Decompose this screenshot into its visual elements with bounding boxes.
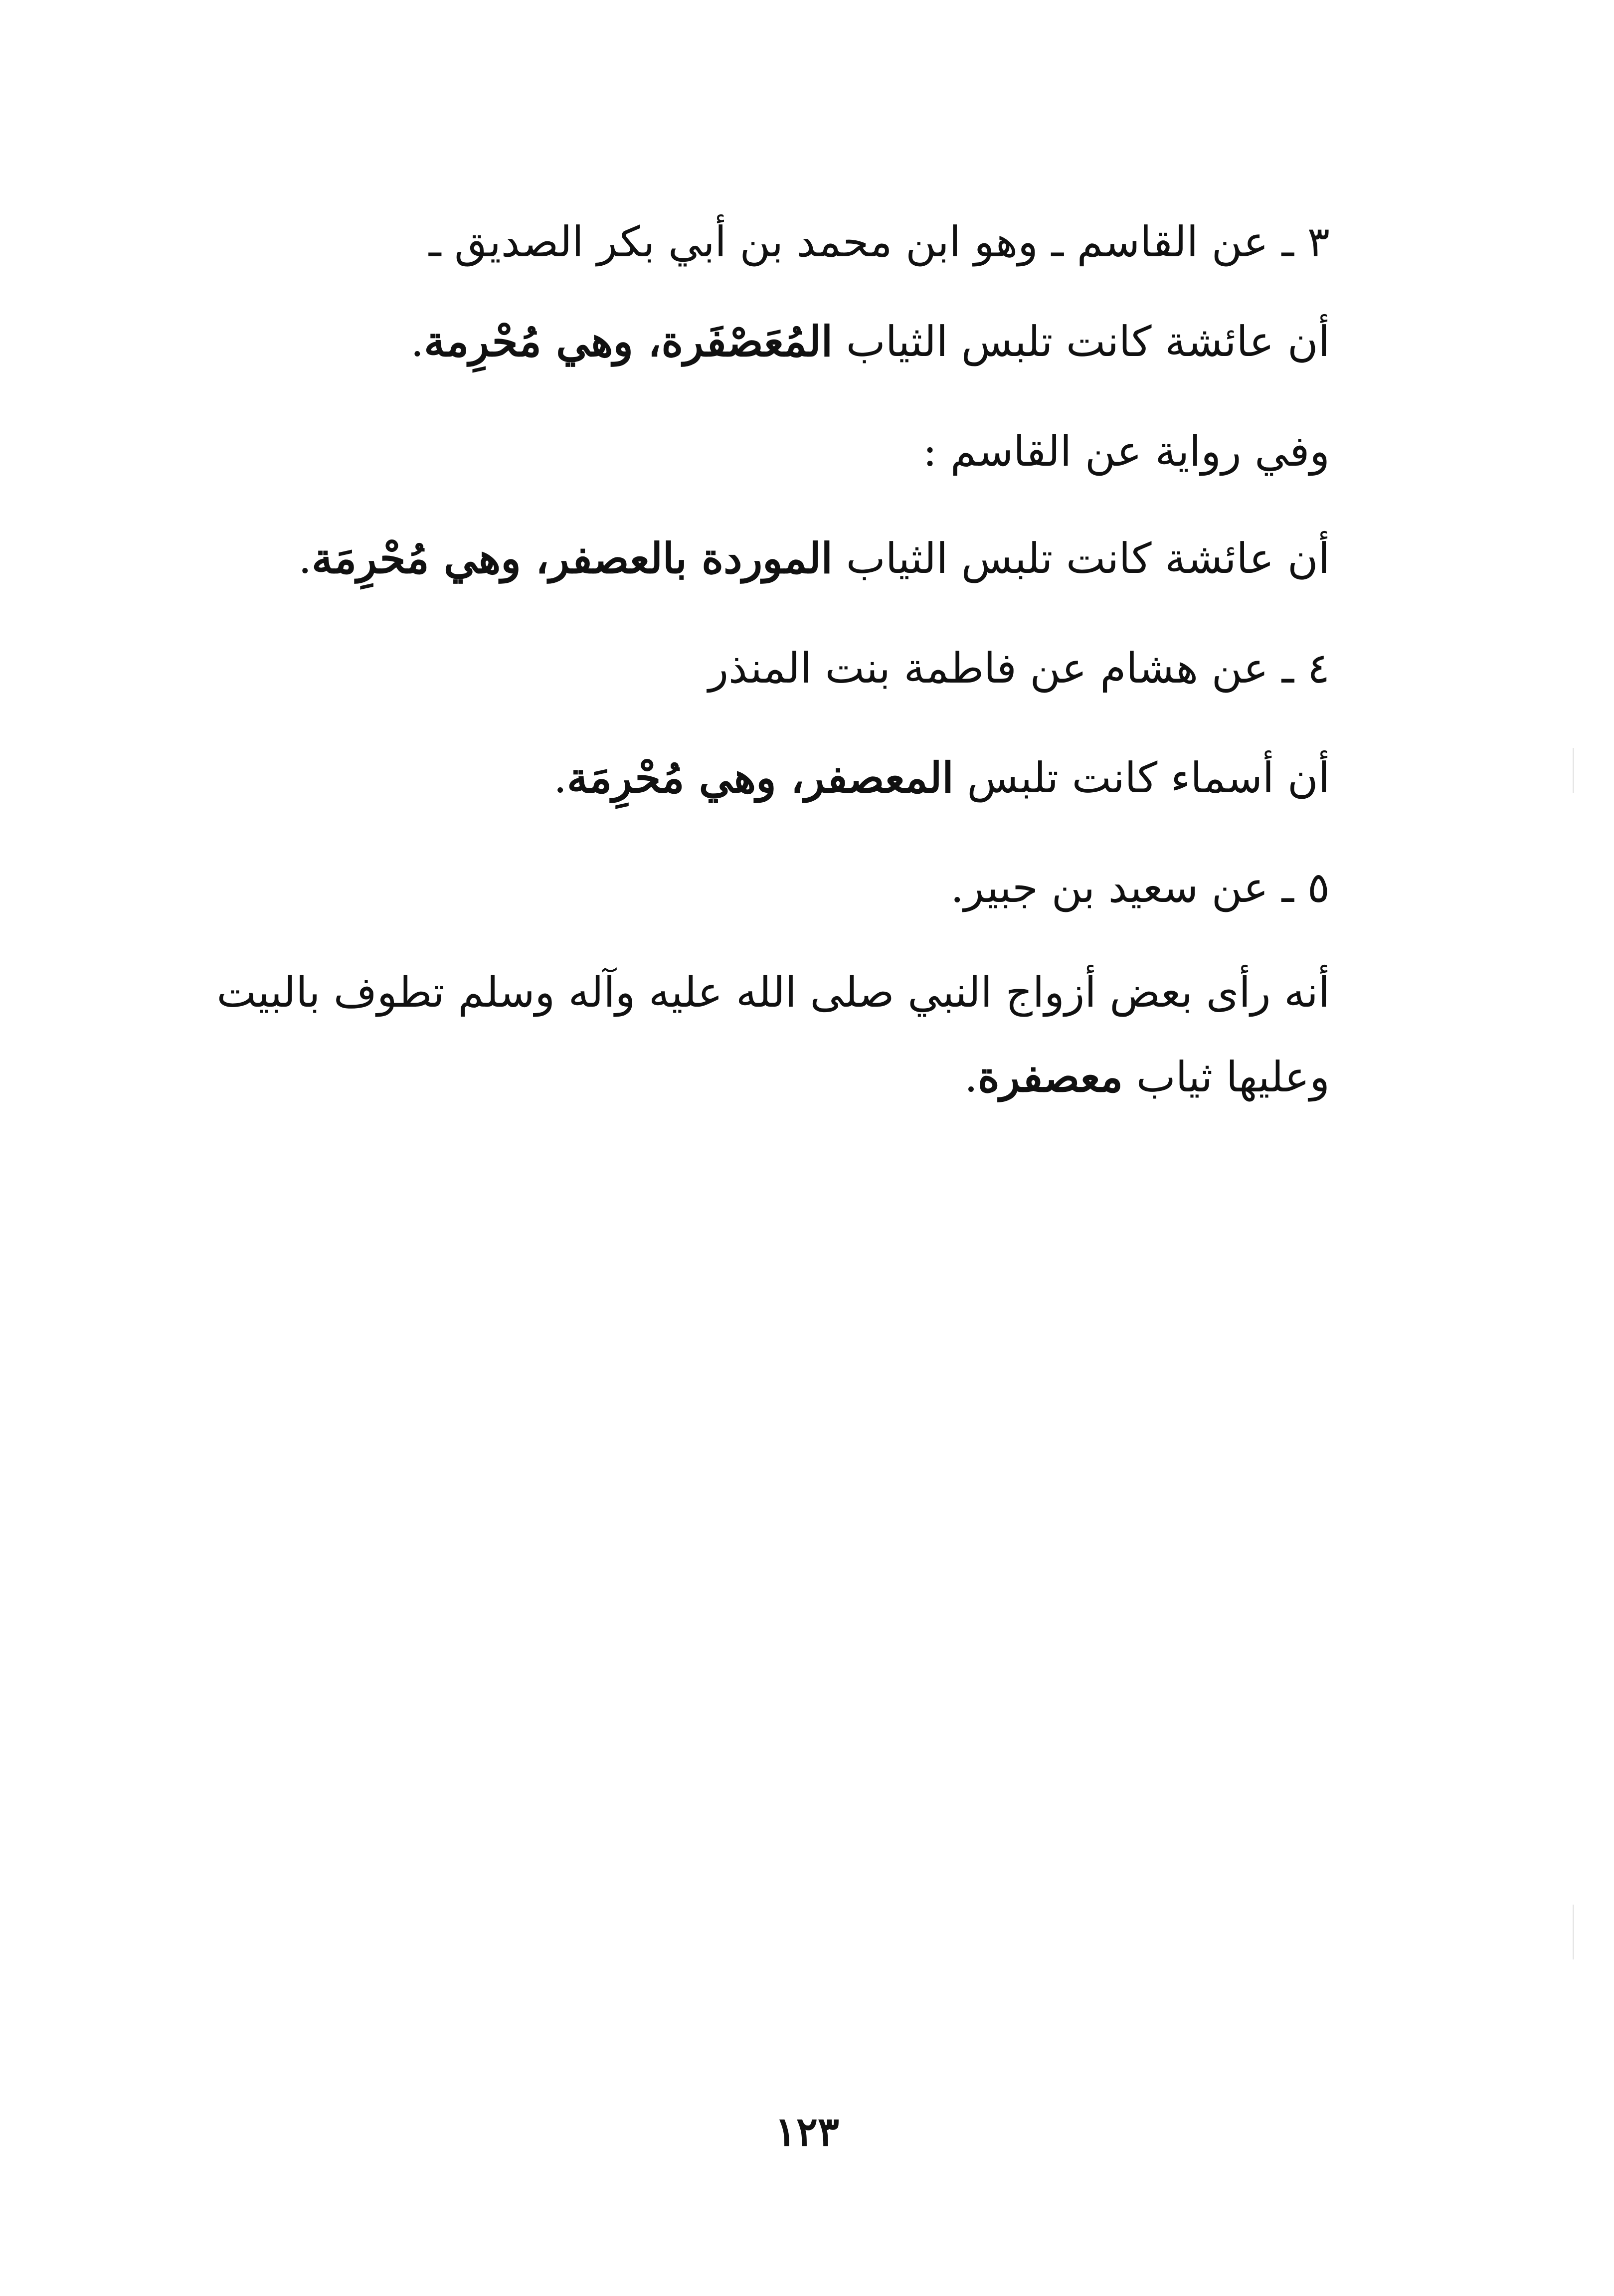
- line-text: وعليها ثياب: [1123, 1053, 1330, 1101]
- line-text: وفي رواية عن القاسم :: [922, 427, 1330, 476]
- hadith-3-text: [411, 312, 1330, 371]
- emphasized-text: المُعَصْفَرة، وهي مُحْرِمة: [424, 317, 833, 366]
- line-text: أن أسماء كانت تلبس: [953, 753, 1330, 802]
- line-text: أن عائشة كانت تلبس الثياب: [833, 534, 1330, 583]
- line-punctuation: .: [410, 317, 424, 366]
- hadith-5-text-line-1: [216, 962, 1330, 1022]
- line-text: ٣ ـ عن القاسم ـ وهو ابن محمد بن أبي بكر الصديق ـ: [429, 217, 1330, 266]
- line-text: ٤ ـ عن هشام عن فاطمة بنت المنذر: [708, 644, 1330, 693]
- scan-edge-mark: [1573, 748, 1574, 793]
- scan-edge-mark: [1573, 1905, 1574, 1959]
- line-text: أنه رأى بعض أزواج النبي صلى الله عليه وآله وسلم تطوف بالبيت: [216, 968, 1330, 1017]
- line-text: ٥ ـ عن سعيد بن جبير.: [950, 863, 1330, 912]
- hadith-3-chain: [429, 212, 1330, 272]
- variant-narration-text: [298, 529, 1330, 588]
- hadith-4-chain: [708, 638, 1330, 698]
- emphasized-text: الموردة بالعصفر، وهي مُحْرِمَة: [312, 533, 833, 583]
- hadith-5-chain: [950, 858, 1330, 917]
- variant-narration-heading: [923, 421, 1330, 481]
- emphasized-text: معصفرة: [977, 1052, 1123, 1101]
- hadith-5-text-line-2: [964, 1047, 1330, 1107]
- line-punctuation: .: [964, 1053, 978, 1101]
- line-punctuation: .: [298, 534, 312, 583]
- line-punctuation: .: [553, 753, 567, 802]
- emphasized-text: المعصفر، وهي مُحْرِمَة: [566, 753, 954, 802]
- hadith-4-text: [553, 748, 1330, 808]
- page-number: ١٢٣: [775, 2108, 839, 2155]
- line-text: أن عائشة كانت تلبس الثياب: [833, 317, 1330, 366]
